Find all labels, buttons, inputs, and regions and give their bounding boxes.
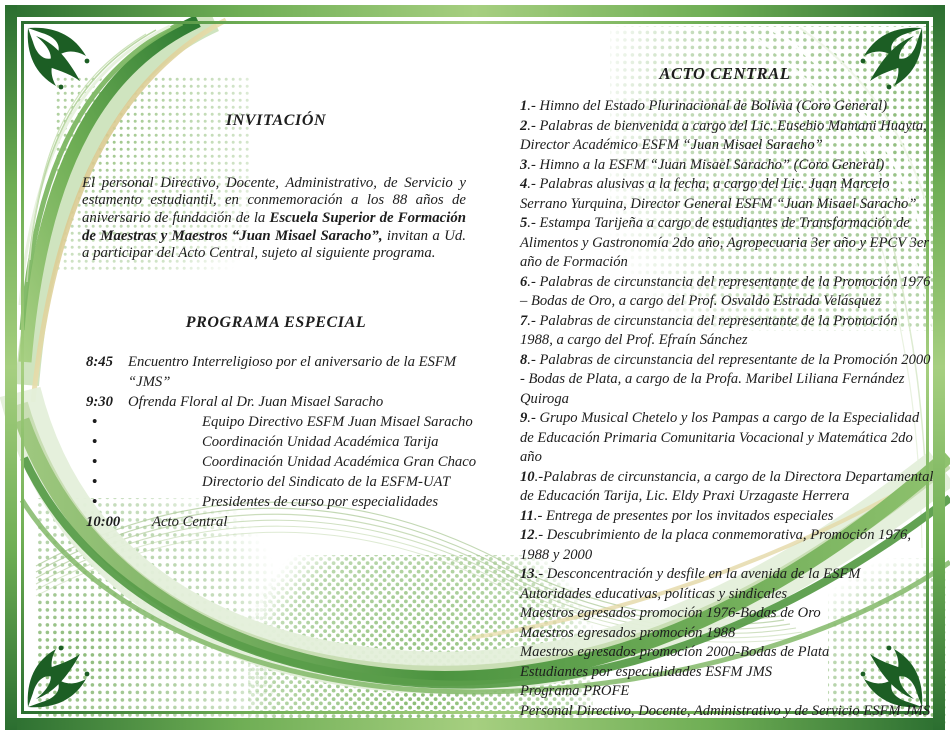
programa-item xyxy=(86,492,502,512)
acto-item xyxy=(520,702,934,722)
acto-item xyxy=(520,682,934,702)
acto-item-number: 2 xyxy=(520,117,528,134)
acto-item-text: Palabras de bienvenida a cargo del Lic. Eusebio Mamani Huayta, Director Académico ESFM “Juan Misael Saracho” xyxy=(520,117,927,153)
acto-item xyxy=(520,643,934,663)
acto-item-number: 6 xyxy=(520,273,528,290)
acto-item-text: Palabras de circunstancia del representante de la Promoción 1976 – Bodas de Oro, a cargo del Prof. Osvaldo Estrada Velásquez xyxy=(520,273,931,309)
paragraph-segment: invitan a Ud. a participar del Acto Central, sujeto al siguiente programa. xyxy=(82,227,466,262)
acto-item xyxy=(520,604,934,624)
acto-item xyxy=(520,214,934,273)
acto-central-list xyxy=(520,97,934,721)
acto-item-separator: .- xyxy=(527,410,540,426)
programa-item-text: Directorio del Sindicato de la ESFM-UAT xyxy=(202,474,451,490)
acto-item-separator: .- xyxy=(534,468,544,485)
acto-item-number: 4 xyxy=(520,176,528,192)
acto-item-number: 10 xyxy=(520,468,535,485)
acto-item-text: Programa PROFE xyxy=(520,683,630,699)
acto-item-separator: .- xyxy=(527,156,540,173)
acto-item xyxy=(520,117,934,156)
acto-item-text: Grupo Musical Chetelo y los Pampas a cargo de la Especialidad de Educación Primaria Comunitaria Vocacional y Matemática 2do año xyxy=(520,410,920,465)
programa-list xyxy=(86,352,502,532)
acto-item xyxy=(520,468,934,507)
programa-item-label: 9:30 xyxy=(86,394,113,410)
acto-item-text: Palabras alusivas a la fecha, a cargo del Lic. Juan Marcelo Serrano Yurquina, Director General ESFM “Juan Misael Saracho” xyxy=(520,176,917,212)
acto-item xyxy=(520,585,934,605)
programa-item-label: • xyxy=(92,454,98,470)
programa-item xyxy=(86,352,502,392)
acto-item xyxy=(520,409,934,468)
acto-item-text: Maestros egresados promoción 1976-Bodas de Oro xyxy=(520,605,821,621)
acto-central-title: ACTO CENTRAL xyxy=(659,64,791,83)
programa-item xyxy=(86,432,502,452)
programa-item-text: Acto Central xyxy=(152,514,228,530)
acto-item xyxy=(520,624,934,644)
acto-item-text: Estampa Tarijeña a cargo de estudiantes de Transformación de Alimentos y Gastronomía 2do año, Agropecuaria 3er año y EPCV 3er año de Formación xyxy=(520,215,929,270)
acto-item-number: 12 xyxy=(520,527,535,543)
programa-item xyxy=(86,392,502,412)
acto-item xyxy=(520,565,934,585)
programa-item-label: 8:45 xyxy=(86,354,113,370)
acto-item-number: 11 xyxy=(520,507,534,524)
acto-item xyxy=(520,507,934,527)
paragraph-segment: El personal Directivo, Docente, Administrativo, de Servicio y estamento estudiantil, en conmemoración a los 88 años de aniversario de fundación de la xyxy=(82,174,466,226)
acto-item xyxy=(520,351,934,410)
acto-item-separator: .- xyxy=(527,273,540,290)
programa-item-label: • xyxy=(92,414,98,430)
acto-item-number: 5 xyxy=(520,215,528,231)
programa-item-text: Encuentro Interreligioso por el aniversario de la ESFM “JMS” xyxy=(128,354,457,390)
programa-item-text: Equipo Directivo ESFM Juan Misael Saracho xyxy=(202,414,473,430)
acto-item-number: 7 xyxy=(520,312,528,329)
acto-item xyxy=(520,526,934,565)
acto-item xyxy=(520,312,934,351)
acto-item-text: Himno a la ESFM “Juan Misael Saracho” (Coro General) xyxy=(539,156,885,173)
acto-item-separator: .- xyxy=(527,215,540,231)
acto-item-number: 8 xyxy=(520,351,528,368)
acto-item-text: Palabras de circunstancia del representante de la Promoción 1988, a cargo del Prof. Efraín Sánchez xyxy=(520,312,898,348)
acto-item xyxy=(520,663,934,683)
acto-item-separator: .- xyxy=(527,117,540,134)
acto-item-text: Entrega de presentes por los invitados especiales xyxy=(545,507,834,524)
acto-item-text: Desconcentración y desfile en la avenida de la ESFM xyxy=(546,566,861,582)
acto-item-text: Palabras de circunstancia del representante de la Promoción 2000 - Bodas de Plata, a cargo de la Profa. Maribel Liliana Fernández Quiroga xyxy=(520,351,931,407)
programa-item-text: Presidentes de curso por especialidades xyxy=(202,494,439,510)
acto-item-text: Estudiantes por especialidades ESFM JMS xyxy=(520,663,773,680)
acto-item-number: 3 xyxy=(520,156,528,173)
programa-item xyxy=(86,512,502,532)
acto-item-number: 1 xyxy=(520,98,528,114)
programa-item xyxy=(86,412,502,432)
acto-item-text: Personal Directivo, Docente, Administrativo y de Servicio ESFM JMS xyxy=(520,702,931,719)
programa-title: PROGRAMA ESPECIAL xyxy=(185,314,367,331)
acto-item-separator: .- xyxy=(527,98,540,114)
acto-item-text: Maestros egresados promoción 2000-Bodas de Plata xyxy=(520,644,830,660)
acto-item xyxy=(520,97,934,117)
acto-item-number: 9 xyxy=(520,410,528,426)
programa-item xyxy=(86,472,502,492)
acto-item-number: 13 xyxy=(520,566,535,582)
acto-item-text: Maestros egresados promoción 1988 xyxy=(520,624,736,641)
paragraph-segment: Escuela Superior de Formación de Maestras y Maestros “Juan Misael Saracho”, xyxy=(82,209,466,244)
acto-item-separator: .- xyxy=(527,351,540,368)
acto-item-text: Descubrimiento de la placa conmemorativa, Promoción 1976, 1988 y 2000 xyxy=(520,527,912,563)
acto-item-separator: .- xyxy=(534,566,547,582)
invitation-title: INVITACIÓN xyxy=(225,112,327,129)
programa-item-text: Coordinación Unidad Académica Gran Chaco xyxy=(202,454,477,470)
acto-item-separator: .- xyxy=(533,507,546,524)
acto-item-separator: .- xyxy=(534,527,547,543)
acto-item-separator: .- xyxy=(527,176,540,192)
acto-item-separator: .- xyxy=(527,312,540,329)
programa-item-label: 10:00 xyxy=(86,514,121,530)
invitation-paragraph xyxy=(82,175,466,263)
acto-item xyxy=(520,156,934,176)
acto-item-text: Autoridades educativas, políticas y sindicales xyxy=(520,585,788,602)
programa-item-label: • xyxy=(92,434,98,450)
programa-item-label: • xyxy=(92,474,98,490)
acto-item xyxy=(520,175,934,214)
programa-item-text: Coordinación Unidad Académica Tarija xyxy=(202,434,439,450)
programa-item xyxy=(86,452,502,472)
programa-item-label: • xyxy=(92,494,98,510)
acto-item xyxy=(520,273,934,312)
acto-item-text: Himno del Estado Plurinacional de Bolivia (Coro General) xyxy=(539,98,888,114)
acto-item-text: Palabras de circunstancia, a cargo de la Directora Departamental de Educación Tarija, Lic. Eldy Praxi Urzagaste Herrera xyxy=(520,468,934,504)
programa-item-text: Ofrenda Floral al Dr. Juan Misael Saracho xyxy=(128,394,384,410)
